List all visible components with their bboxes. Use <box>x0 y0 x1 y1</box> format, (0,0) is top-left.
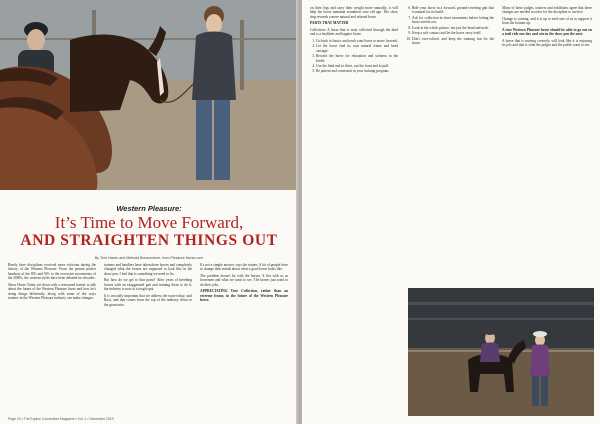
left-column-1 <box>8 263 96 303</box>
list-item: 10. Don't over-school, and keep the training fun for the horse. <box>412 37 494 46</box>
list-item: 8. Look at the whole picture, not just the head and neck. <box>412 26 494 30</box>
list-item: 5. Be patient and consistent in your training program. <box>316 69 398 73</box>
paragraph: A true Western Pleasure horse should be able to go out on a trail ride one day and win in the show pen the next. <box>502 27 592 37</box>
page-footer: Page 20 • The Equine Connection Magazine • Vol. 1 • December 2019 <box>8 417 114 421</box>
paragraph: Show Horse Today sat down with a renowned trainer to talk about the future of the Western Pleasure horse and how he's doing things differently, along with some of the ways trainers in the Western Pleasure industry can make changes. <box>8 282 96 301</box>
paragraph: Rarely have disciplines received more criticism during the history of the Western Pleasure. From the peanut pusher headsets of the 80's and 90's to the excessive movements of the 2000's, the western styles have been debated for decades. <box>8 263 96 281</box>
list-item: 6. Ride your horse in a forward, ground-covering gait that is natural for its build. <box>412 6 494 15</box>
paragraph: APPRECIATING True Collection, rather than an extreme frame, in the future of the Western Pleasure horse. <box>200 289 288 303</box>
right-column-1 <box>310 6 398 75</box>
paragraph: Many of these judges, trainers and exhibitors agree that these changes are needed in order for the discipline to survive. <box>502 6 592 15</box>
article-kicker: Western Pleasure: <box>116 204 182 213</box>
paragraph: It's not a simple answer, says the trainer. A lot of people have to change their minds about what a good horse looks like. <box>200 263 288 272</box>
numbered-list <box>310 39 398 74</box>
paragraph: The problem doesn't lie with the horses. It lies with us as horsemen and what we want to see. The horses just want to do their jobs. <box>200 273 288 287</box>
headline-line-2: AND STRAIGHTEN THINGS OUT <box>20 231 278 249</box>
paragraph: A horse that is moving correctly will look like it is enjoying its job, and that is what the judges and the public want to see. <box>502 38 592 48</box>
right-page <box>302 0 600 424</box>
list-item: 2. Let the horse find its own natural frame and head carriage. <box>316 44 398 53</box>
left-column-3 <box>200 263 288 305</box>
paragraph: But how do we get to that point? After years of breeding horses with an exaggerated gait and training them to do it, the industry is now at a tough spot. <box>104 278 192 292</box>
article-headline <box>0 214 298 249</box>
headline-line-1: It’s Time to Move Forward, <box>54 213 244 232</box>
horses-and-handlers-illustration <box>0 0 298 190</box>
list-item: 4. Use the hind end to drive, not the front end to pull. <box>316 64 398 68</box>
paragraph: It is crucially important that we address the issue today, said Ross, and that comes from the top of the industry down to the grassroots. <box>104 293 192 307</box>
list-item: 7. Ask for collection in short increments before letting the horse stretch out. <box>412 16 494 25</box>
paragraph: trainers and handlers have taken these horses and completely changed what the horses are supposed to look like in the show pen. I feel that is something we need to fix. <box>104 263 192 276</box>
section-heading: PARTS THAT MATTER <box>310 21 349 26</box>
left-column-2 <box>104 263 192 309</box>
training-arena-photo <box>408 288 594 416</box>
list-item: 9. Keep a soft contact and let the horse carry itself. <box>412 31 494 35</box>
right-column-3 <box>502 6 592 50</box>
horses-photo <box>0 0 298 190</box>
right-column-2 <box>406 6 494 47</box>
paragraph: on their legs and carry their weight more naturally, it will help the horse maintain soundness into old age. The show ring rewards a more natural and relaxed horse. <box>310 6 398 19</box>
arena-riders-illustration <box>408 288 594 416</box>
article-byline: By Terri Haven and Melinda Bonaventure, from Pleasure Horse.com <box>94 256 204 260</box>
left-page <box>0 0 298 424</box>
paragraph: Collection: A horse that is truly collected through the hind end is a healthier and happier horse. <box>310 27 398 37</box>
paragraph: Change is coming, and it is up to each one of us to support it from the bottom up. <box>502 16 592 26</box>
list-item: 1. Go back to basics and teach your horse to move forward. <box>316 39 398 43</box>
numbered-list <box>406 6 494 46</box>
list-item: 3. Reward the horse for relaxation and softness in the bridle. <box>316 54 398 63</box>
